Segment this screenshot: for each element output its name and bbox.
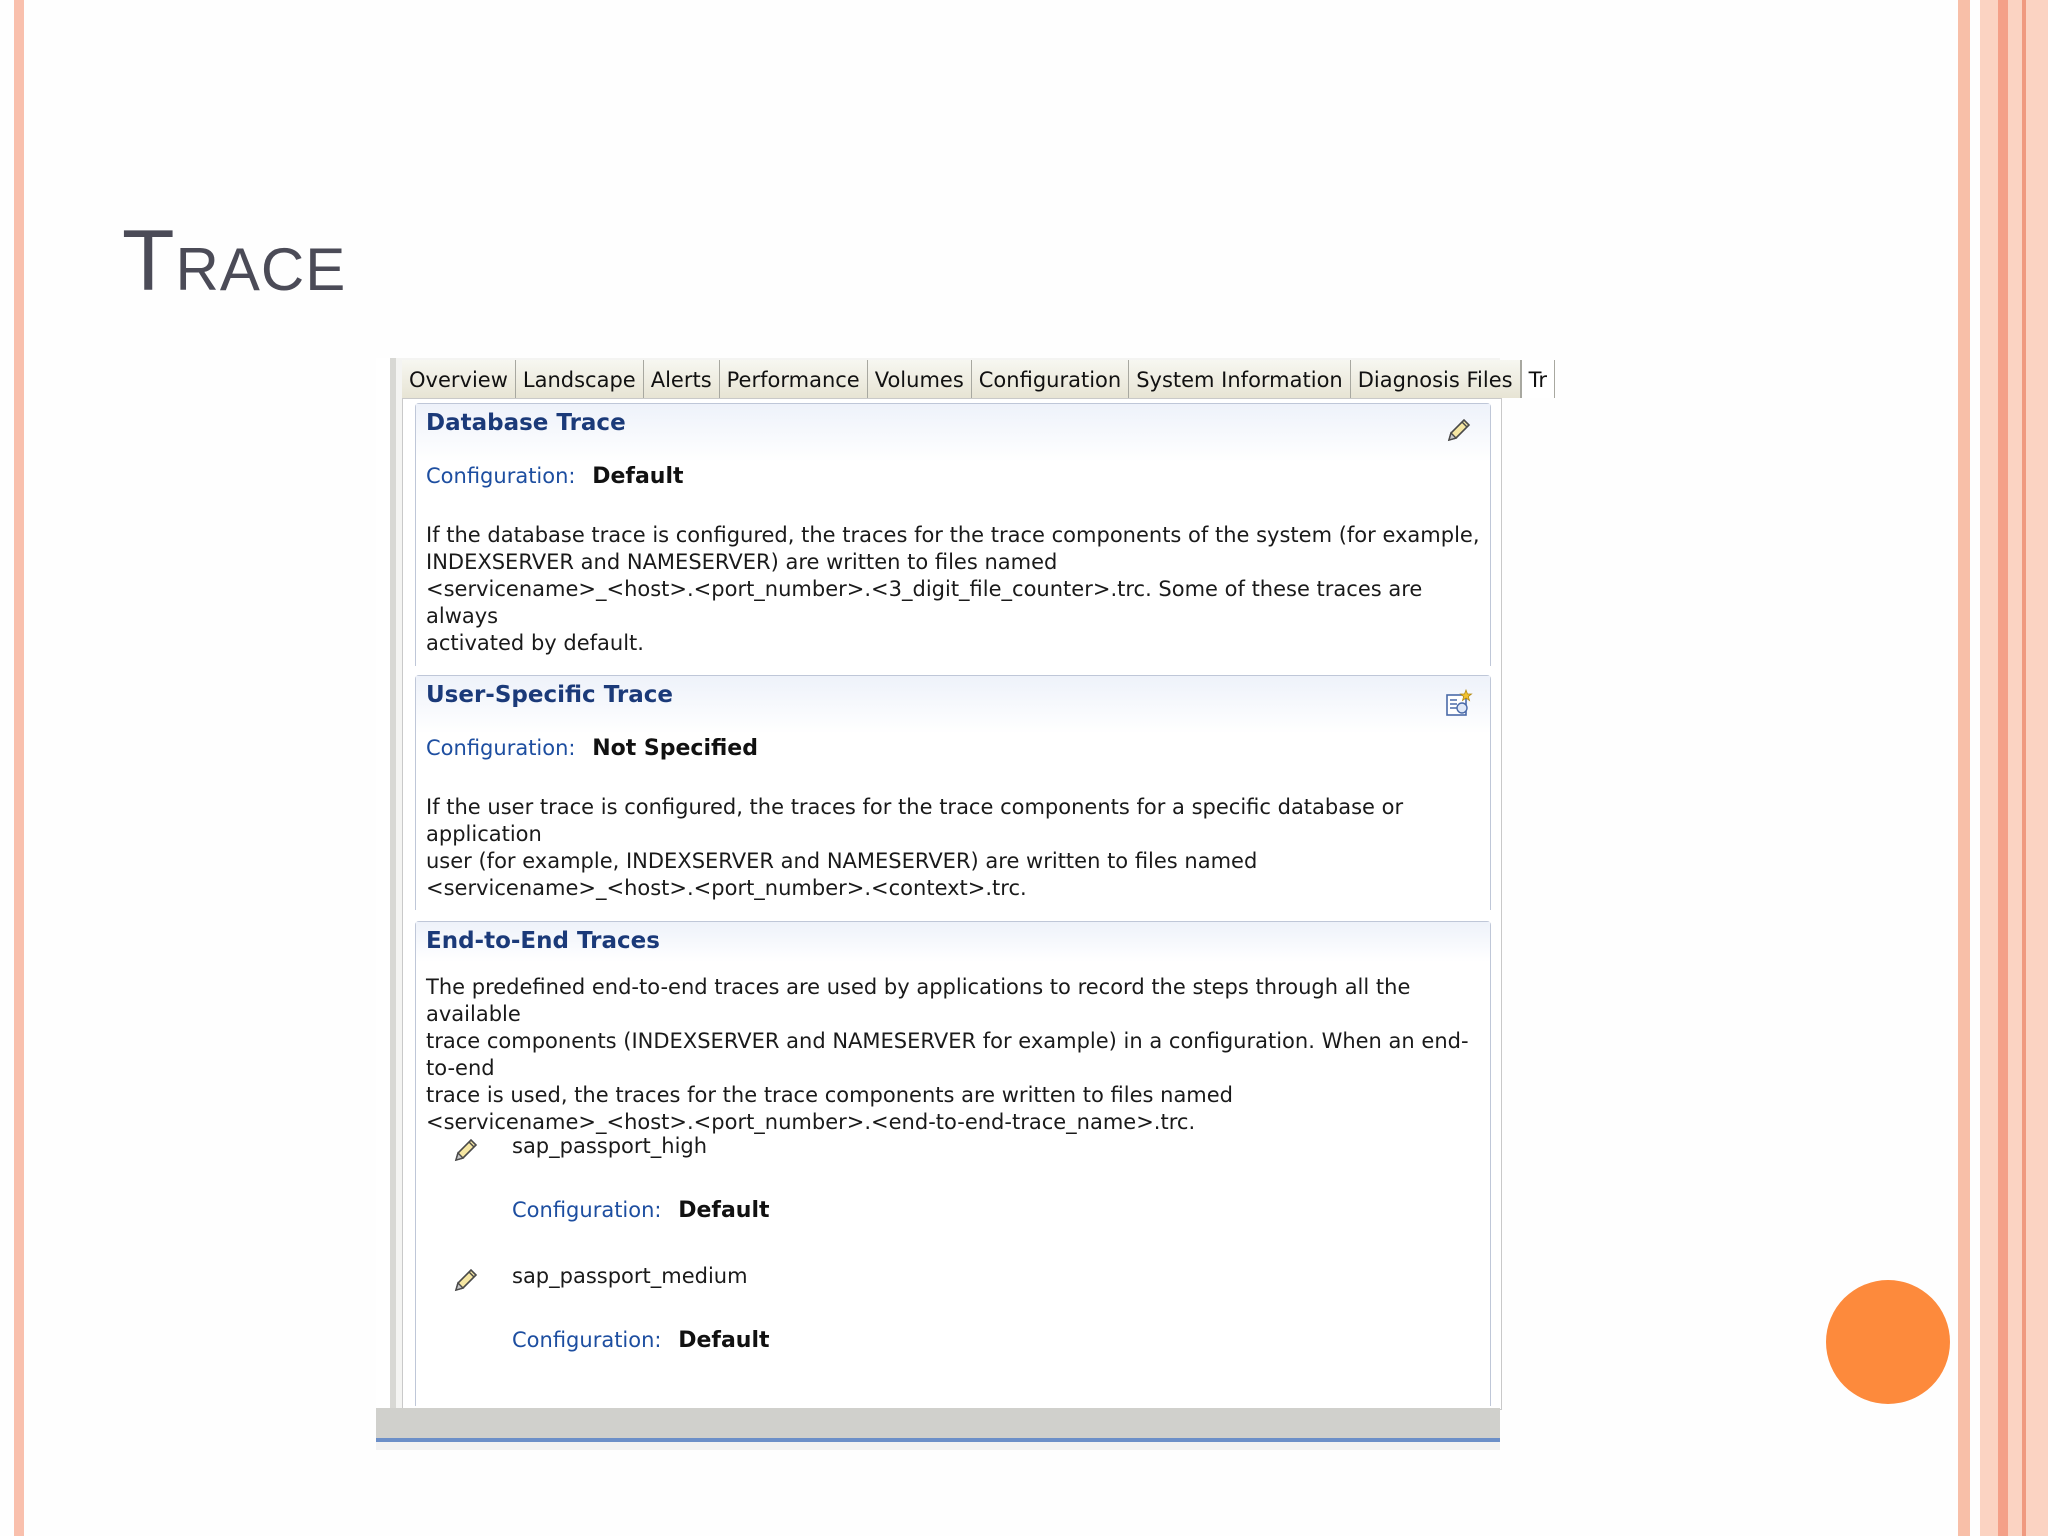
tab-bar: [402, 360, 1547, 399]
user-specific-trace-section: [415, 675, 1491, 910]
pencil-edit-icon[interactable]: [1444, 416, 1472, 446]
configuration-row: [512, 1328, 770, 1353]
tab-trace-configuration[interactable]: Tr: [1521, 360, 1555, 398]
slide-border-right-stripe: [2022, 0, 2026, 1536]
configuration-row: [426, 736, 758, 761]
trace-configuration-screenshot: [376, 358, 1547, 1450]
database-trace-section: [415, 403, 1491, 666]
configuration-label: Configuration:: [512, 1198, 662, 1222]
configuration-value: Default: [592, 464, 684, 489]
configuration-label: Configuration:: [512, 1328, 662, 1352]
tab-system-information[interactable]: System Information: [1129, 360, 1351, 398]
section-description: The predefined end-to-end traces are used by applications to record the steps through all the available trace components (INDEXSERVER and NAMESERVER for example) in a configuration. When an end-to-end trace is used, the traces for the trace components are written to files named <servicename>_<host>.<port_number>.<end-to-end-trace_name>.trc.: [426, 975, 1469, 1134]
trace-entry-name[interactable]: sap_passport_high: [512, 1134, 708, 1158]
pencil-edit-icon[interactable]: [450, 1266, 480, 1296]
tab-configuration[interactable]: Configuration: [972, 360, 1129, 398]
slide-border-left: [14, 0, 24, 1536]
slide-border-right: [1980, 0, 2048, 1536]
new-user-trace-icon[interactable]: [1444, 688, 1472, 718]
configuration-value: Default: [678, 1198, 770, 1223]
section-description: If the user trace is configured, the traces for the trace components for a specific database or application user (for example, INDEXSERVER and NAMESERVER) are written to files named <servicename>_<host>.<port_number>.<context>.trc.: [426, 795, 1404, 900]
slide-border-right-stripe: [1998, 0, 2008, 1536]
tab-alerts[interactable]: Alerts: [644, 360, 720, 398]
tab-diagnosis-files[interactable]: Diagnosis Files: [1351, 360, 1521, 398]
trace-entry-name[interactable]: sap_passport_medium: [512, 1264, 748, 1288]
configuration-label: Configuration:: [426, 464, 576, 488]
configuration-value: Default: [678, 1328, 770, 1353]
section-description: If the database trace is configured, the traces for the trace components of the system (for example, INDEXSERVER and NAMESERVER) are written to files named <servicename>_<host>.<port_number>.<3_digit_file_counter>.trc. Some of these traces are always activated by default.: [426, 523, 1480, 655]
configuration-value: Not Specified: [592, 736, 758, 761]
slide-title: Trace: [122, 213, 347, 309]
tab-overview[interactable]: Overview: [402, 360, 516, 398]
tab-landscape[interactable]: Landscape: [516, 360, 644, 398]
end-to-end-traces-section: [415, 921, 1491, 1406]
decorative-circle: [1826, 1280, 1950, 1404]
section-header: [416, 404, 1490, 462]
configuration-label: Configuration:: [426, 736, 576, 760]
section-title: User-Specific Trace: [426, 682, 673, 708]
section-title: End-to-End Traces: [426, 928, 660, 954]
configuration-row: [426, 464, 684, 489]
section-header: [416, 922, 1490, 962]
section-header: [416, 676, 1490, 734]
taskbar-strip: [376, 1442, 1500, 1450]
configuration-row: [512, 1198, 770, 1223]
status-bar: [376, 1408, 1500, 1438]
section-title: Database Trace: [426, 410, 626, 436]
tab-volumes[interactable]: Volumes: [868, 360, 972, 398]
tab-performance[interactable]: Performance: [720, 360, 868, 398]
pencil-edit-icon[interactable]: [450, 1136, 480, 1166]
trace-panel: [402, 398, 1502, 1410]
slide-border-right-stripe: [1958, 0, 1970, 1536]
left-splitter[interactable]: [390, 358, 396, 1408]
